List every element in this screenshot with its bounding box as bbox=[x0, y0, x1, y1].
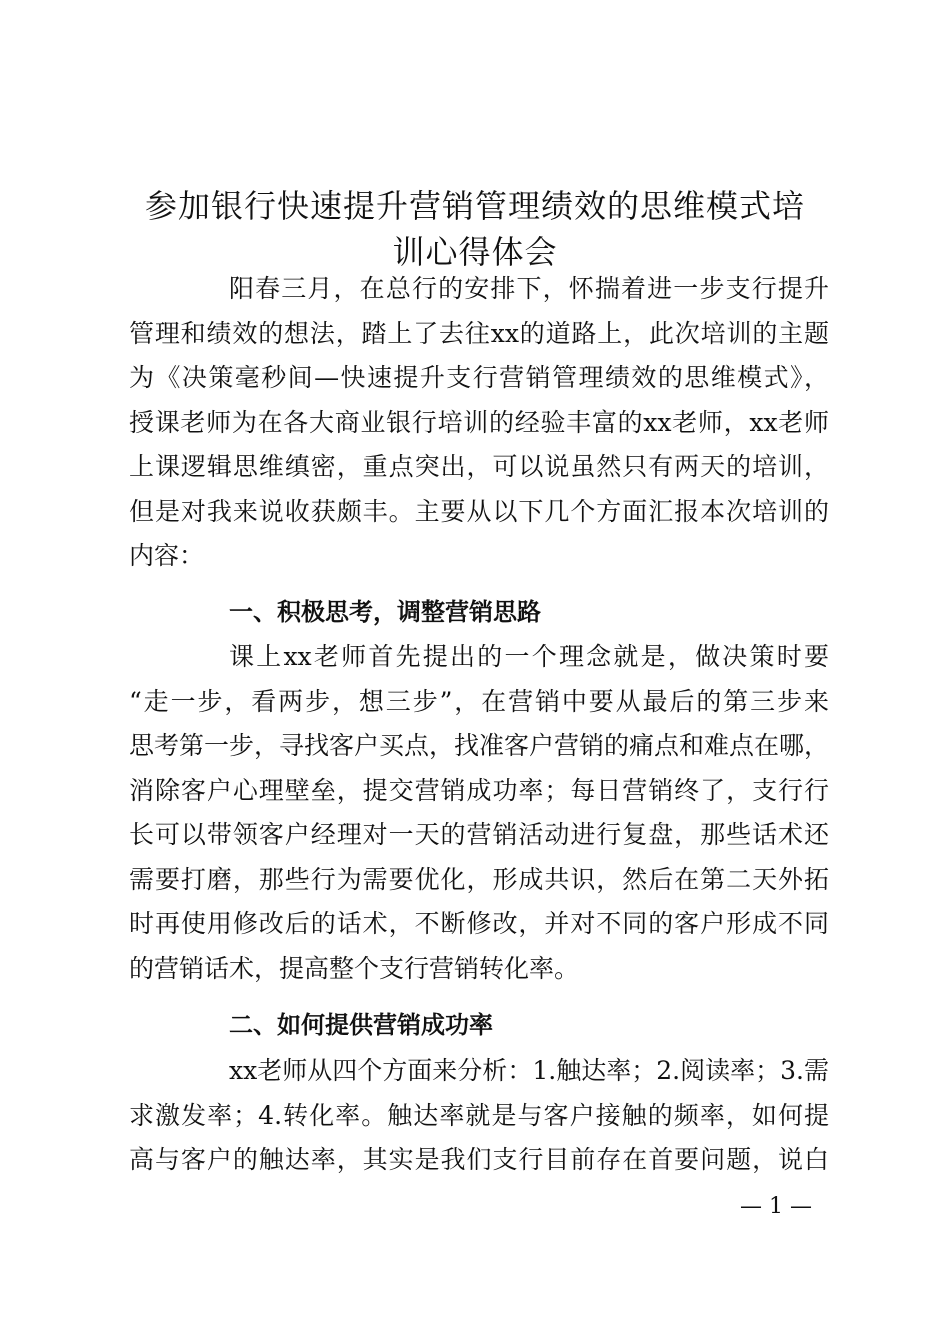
paragraph-line: 思考第一步，寻找客户买点，找准客户营销的痛点和难点在哪， bbox=[129, 731, 830, 760]
paragraph-line: xx老师从四个方面来分析：1.触达率；2.阅读率；3.需 bbox=[229, 1056, 829, 1085]
paragraph-line: 课上xx老师首先提出的一个理念就是，做决策时要 bbox=[229, 642, 829, 671]
paragraph-line: 管理和绩效的想法，踏上了去往xx的道路上，此次培训的主题 bbox=[129, 318, 829, 348]
paragraph-line: 上课逻辑思维缜密，重点突出，可以说虽然只有两天的培训， bbox=[129, 452, 829, 481]
page-number: — 1 — bbox=[740, 1194, 812, 1219]
paragraph-line: 但是对我来说收获颇丰。主要从以下几个方面汇报本次培训的 bbox=[129, 496, 829, 526]
document-title bbox=[100, 183, 850, 275]
section-2-paragraph bbox=[129, 1049, 829, 1183]
paragraph-line: 需要打磨，那些行为需要优化，形成共识，然后在第二天外拓 bbox=[129, 864, 829, 894]
title-line-1: 参加银行快速提升营销管理绩效的思维模式培 bbox=[144, 187, 805, 226]
paragraph-line: 求激发率；4.转化率。触达率就是与客户接触的频率，如何提 bbox=[129, 1100, 829, 1130]
paragraph-line: 阳春三月，在总行的安排下，怀揣着进一步支行提升 bbox=[229, 274, 829, 303]
paragraph-line: 消除客户心理壁垒，提交营销成功率；每日营销终了，支行行 bbox=[129, 775, 829, 805]
section-heading-2: 二、如何提供营销成功率 bbox=[229, 1011, 493, 1039]
section-heading-1: 一、积极思考，调整营销思路 bbox=[229, 598, 541, 626]
paragraph-line: “走一步，看两步，想三步”，在营销中要从最后的第三步来 bbox=[129, 686, 829, 716]
paragraph-line: 长可以带领客户经理对一天的营销活动进行复盘，那些话术还 bbox=[129, 820, 829, 849]
paragraph-line: 内容： bbox=[129, 541, 205, 570]
paragraph-line: 的营销话术，提高整个支行营销转化率。 bbox=[129, 953, 580, 983]
paragraph-line: 为《决策毫秒间—快速提升支行营销管理绩效的思维模式》， bbox=[129, 363, 829, 392]
section-1-paragraph bbox=[129, 635, 829, 991]
paragraph-line: 高与客户的触达率，其实是我们支行目前存在首要问题，说白 bbox=[129, 1145, 829, 1174]
title-line-2: 训心得体会 bbox=[392, 233, 558, 272]
paragraph-line: 授课老师为在各大商业银行培训的经验丰富的xx老师，xx老师 bbox=[129, 407, 829, 437]
intro-paragraph bbox=[129, 267, 829, 579]
paragraph-line: 时再使用修改后的话术，不断修改，并对不同的客户形成不同 bbox=[129, 909, 829, 938]
